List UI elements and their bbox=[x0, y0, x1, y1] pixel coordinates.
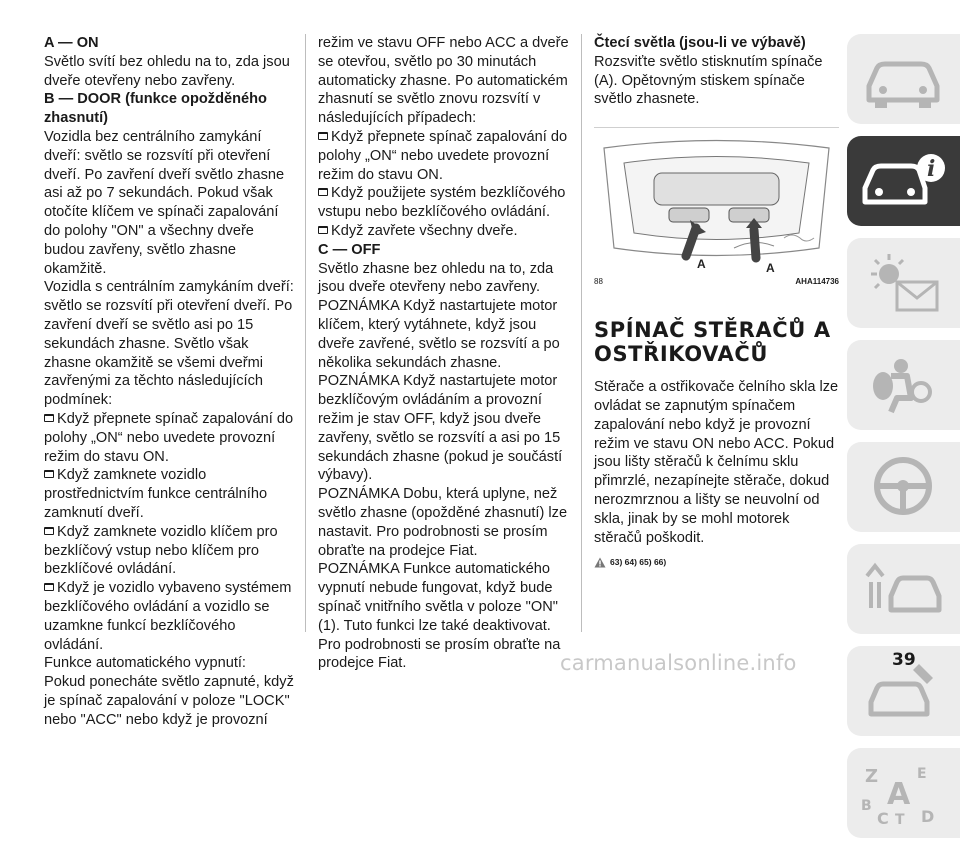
index-icon bbox=[861, 760, 946, 826]
warning-numbers[interactable]: 63) 64) 65) 66) bbox=[610, 557, 667, 568]
reading-light-illustration bbox=[594, 128, 839, 278]
index-letter: Z bbox=[865, 766, 879, 787]
section-title: SPÍNAČ STĚRAČŮ A OSTŘIKOVAČŮ bbox=[594, 318, 831, 367]
paragraph: Vozidla s centrálním zamykáním dveří: světlo se rozsvítí při otevření dveří. Po zavření dveří se světlo asi po 15 sekundách zhasne. Světlo však zhasne okamžitě se všemi dveřmi zavřenými za těchto následujících podmínek: bbox=[44, 279, 294, 409]
note: POZNÁMKA Dobu, která uplyne, než světlo zhasne (opožděné zhasnutí) lze nastavit. Pro podrobnosti se prosím obraťte na prodejce Fiat. bbox=[318, 486, 568, 559]
list-item bbox=[318, 184, 570, 222]
car-icon bbox=[861, 46, 946, 112]
column-3 bbox=[594, 34, 839, 572]
paragraph: režim ve stavu OFF nebo ACC a dveře se otevřou, světlo po 30 minutách automaticky zhasne. Po automatickém zhasnutí se světlo znovu rozsvítí v následujících případech: bbox=[318, 35, 569, 127]
tab-emergency[interactable] bbox=[847, 544, 960, 634]
index-letter: T bbox=[895, 812, 905, 826]
callout-a: A bbox=[697, 257, 706, 272]
list-item-text: Když je vozidlo vybaveno systémem bezklíčového ovládání a vozidlo se uzamkne funkcí bezklíčového ovládání. bbox=[44, 580, 292, 653]
column-divider bbox=[581, 34, 582, 632]
list-item-text: Když zavřete všechny dveře. bbox=[331, 222, 518, 239]
checkbox-bullet-icon bbox=[318, 226, 328, 234]
list-item-text: Když zamknete vozidlo klíčem pro bezklíčový vstup nebo klíčem pro bezklíčové ovládání. bbox=[44, 523, 278, 578]
list-item bbox=[44, 579, 294, 654]
note: POZNÁMKA Když nastartujete motor klíčem, který vytáhnete, když jsou dveře zavřené, světlo se rozsvítí a po několika sekundách zhasne. bbox=[318, 298, 560, 371]
breakdown-car-icon bbox=[861, 556, 946, 622]
list-item bbox=[44, 523, 294, 579]
list-item-text: Když použijete systém bezklíčového vstupu nebo bezklíčového ovládání. bbox=[318, 185, 566, 221]
checkbox-bullet-icon bbox=[318, 188, 328, 196]
list-item bbox=[318, 222, 570, 241]
chapter-sidebar bbox=[847, 34, 960, 850]
paragraph: Světlo zhasne bez ohledu na to, zda jsou dveře otevřeny nebo zavřeny. bbox=[318, 260, 554, 296]
column-2 bbox=[318, 34, 570, 673]
figure-number: 88 bbox=[594, 277, 603, 287]
heading-door: B — DOOR (funkce opožděného zhasnutí) bbox=[44, 91, 267, 127]
tab-index[interactable] bbox=[847, 748, 960, 838]
paragraph: Rozsviťte světlo stisknutím spínače (A). Opětovným stiskem spínače světlo zhasnete. bbox=[594, 53, 823, 108]
list-item-text: Když přepnete spínač zapalování do polohy „ON“ nebo uvedete provozní režim do stavu ON. bbox=[318, 128, 568, 183]
list-item bbox=[44, 410, 294, 466]
checkbox-bullet-icon bbox=[44, 583, 54, 591]
column-divider bbox=[305, 34, 306, 632]
index-letter: E bbox=[917, 766, 927, 782]
warning-lights-icon bbox=[861, 250, 946, 316]
column-1 bbox=[44, 34, 294, 729]
watermark: carmanualsonline.info bbox=[560, 651, 797, 675]
tab-starting-driving[interactable] bbox=[847, 442, 960, 532]
steering-wheel-icon bbox=[861, 454, 946, 520]
index-letter: C bbox=[877, 809, 889, 826]
callout-a: A bbox=[766, 261, 775, 276]
checkbox-bullet-icon bbox=[44, 414, 54, 422]
airbag-icon bbox=[861, 352, 946, 418]
heading-on: A — ON bbox=[44, 35, 99, 51]
note: POZNÁMKA Funkce automatického vypnutí nebude fungovat, když bude spínač vnitřního světla v poloze "ON" (1). Tuto funkci lze také deaktivovat. Pro podrobnosti se prosím obraťte na prodejce Fiat. bbox=[318, 561, 561, 672]
page-number: 39 bbox=[892, 650, 916, 670]
list-item bbox=[318, 128, 570, 184]
warning-references bbox=[594, 553, 839, 572]
checkbox-bullet-icon bbox=[44, 527, 54, 535]
paragraph: Funkce automatického vypnutí: bbox=[44, 655, 246, 672]
note: POZNÁMKA Když nastartujete motor bezklíčovým ovládáním a provozní režim je stav OFF, když jsou dveře zavřeny, světlo se rozsvítí a asi po 15 sekundách zhasne (pokud je součástí výbavy). bbox=[318, 373, 563, 484]
paragraph: Pokud ponecháte světlo zapnuté, když je spínač zapalování v poloze "LOCK" nebo "ACC" nebo když je provozní bbox=[44, 674, 294, 728]
index-letter: A bbox=[887, 777, 911, 812]
car-info-icon bbox=[861, 148, 946, 214]
reading-light-figure bbox=[594, 127, 839, 287]
heading-reading-lights: Čtecí světla (jsou-li ve výbavě) bbox=[594, 35, 806, 51]
paragraph: Vozidla bez centrálního zamykání dveří: světlo se rozsvítí při otevření dveří. Po zavření dveří světlo zhasne asi až po 7 sekundách. Pokud však otočíte klíčem ve spínači zapalování do polohy "ON" a všechny dveře budou zavřeny, světlo zhasne okamžitě. bbox=[44, 128, 285, 277]
tab-safety[interactable] bbox=[847, 340, 960, 430]
checkbox-bullet-icon bbox=[44, 470, 54, 478]
paragraph: Stěrače a ostřikovače čelního skla lze ovládat se zapnutým spínačem zapalování nebo když je provozní režim ve stavu ON nebo ACC. Pokud jsou lišty stěračů k čelnímu sklu přimrzlé, nezapínejte stěrače, dokud nerozmrznou a lišty se neuvolní od skla, jinak by se mohl motorek stěračů poškodit. bbox=[594, 379, 839, 546]
checkbox-bullet-icon bbox=[318, 132, 328, 140]
figure-code: AHA114736 bbox=[795, 277, 839, 287]
list-item-text: Když přepnete spínač zapalování do polohy „ON“ nebo uvedete provozní režim do stavu ON. bbox=[44, 410, 294, 465]
list-item-text: Když zamknete vozidlo prostřednictvím funkce centrálního zamknutí dveří. bbox=[44, 467, 268, 521]
svg-text:i: i bbox=[927, 156, 936, 182]
index-letter: B bbox=[861, 798, 872, 814]
warning-triangle-icon bbox=[594, 557, 606, 568]
tab-car-info[interactable] bbox=[847, 136, 960, 226]
paragraph: Světlo svítí bez ohledu na to, zda jsou dveře otevřeny nebo zavřeny. bbox=[44, 53, 290, 89]
tab-car-overview[interactable] bbox=[847, 34, 960, 124]
list-item bbox=[44, 466, 294, 522]
index-letter: D bbox=[921, 807, 935, 826]
tab-warning-lights[interactable] bbox=[847, 238, 960, 328]
heading-off: C — OFF bbox=[318, 241, 381, 258]
